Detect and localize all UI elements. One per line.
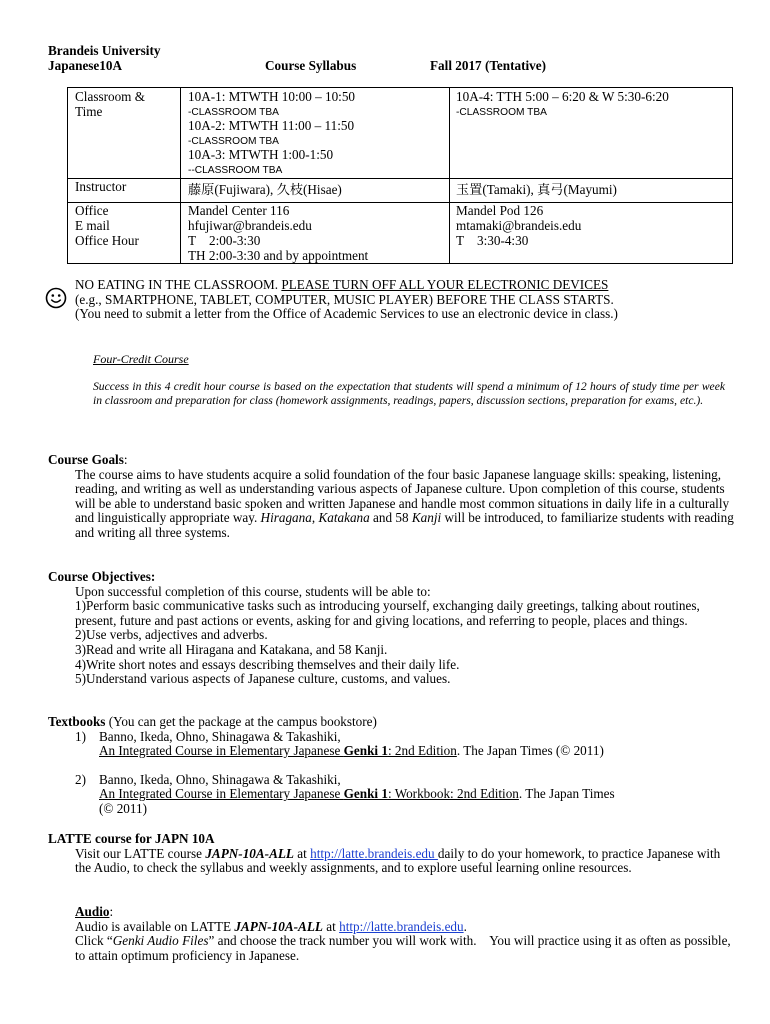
credit-description: Success in this 4 credit hour course is based on the expectation that students will spend a minimum of 12 hours of study time per week in classroom and preparation for class (homework assignments, readings, papers, discussion sections, preparation for exams, etc.). [93, 380, 725, 408]
instructor-email[interactable]: hfujiwar@brandeis.edu [188, 218, 312, 233]
textbooks: Textbooks (You can get the package at the campus bookstore) 1) Banno, Ikeda, Ohno, Shinagawa & Takashiki, An Integrated Course in Elementary Japanese Genki 1: 2nd Edition. The Japan Times (© 2011) 2) Banno, Ikeda, Ohno, Shinagawa & Takashiki, An Integrated Course in Elementary Japanese Genki 1: Workbook: 2nd Edition. The Japan Times (© 2011) [48, 715, 738, 817]
objective-item: 4)Write short notes and essays describing themselves and their daily life. [75, 656, 460, 672]
course-code: Japanese10A [48, 58, 122, 73]
section-time: 10A-4: TTH 5:00 – 6:20 & W 5:30-6:20 [456, 89, 669, 104]
latte-section: LATTE course for JAPN 10A Visit our LATTE course JAPN-10A-ALL at http://latte.brandeis.edu daily to do your homework, to practice Japanese with the Audio, to check the syllabus and weekly assignments, and to explore useful learning online resources. [48, 831, 721, 876]
label-time: Time [75, 104, 103, 119]
course-objectives [48, 570, 738, 687]
goals-text: The course aims to have students acquire a solid foundation of the four basic Japanese language skills: speaking, listening, reading, and writing as well as understanding various aspects of Japanese culture. Upon completion of this course, students will be able to understand basic spoken and written Japanese and handle most common situations in daily life in a culturally and linguistically appropriate way. Hiragana, Katakana and 58 Kanji will be introduced, to familiarize students with reading and writing all three systems. [75, 466, 734, 540]
objectives-intro: Upon successful completion of this course, students will be able to: [75, 583, 431, 599]
objective-item: 5)Understand various aspects of Japanese culture, customs, and values. [75, 671, 451, 687]
university-name: Brandeis University [48, 43, 161, 58]
section-heading: Course Objectives: [48, 569, 156, 584]
label-classroom: Classroom & [75, 89, 145, 104]
objective-item: 1)Perform basic communicative tasks such as introducing yourself, exchanging daily greetings, talking about routines, present, future and past actions or events, asking for and giving locations, and referring to people, places and things. [75, 598, 700, 628]
objective-item: 2)Use verbs, adjectives and adverbs. [75, 627, 268, 643]
objective-item: 3)Read and write all Hiragana and Katakana, and 58 Kanji. [75, 641, 388, 657]
section-room: -CLASSROOM TBA [456, 107, 547, 118]
latte-link[interactable]: http://latte.brandeis.edu [310, 845, 438, 861]
office-location: Mandel Pod 126 [456, 203, 544, 218]
instructor-email[interactable]: mtamaki@brandeis.edu [456, 218, 582, 233]
instructor-name: 玉置(Tamaki), 真弓(Mayumi) [456, 182, 617, 197]
office-hours: T 3:30-4:30 [456, 233, 529, 248]
section-heading: Textbooks [48, 714, 106, 729]
course-goals: Course Goals: The course aims to have students acquire a solid foundation of the four basic Japanese language skills: speaking, listening, reading, and writing as well as understanding various aspects of Japanese culture. Upon completion of this course, students will be able to understand basic spoken and written Japanese and handle most common situations in daily life in a culturally and linguistically appropriate way. Hiragana, Katakana and 58 Kanji will be introduced, to familiarize students with reading and writing all three systems. [48, 453, 738, 541]
document-title: Course Syllabus [265, 58, 357, 73]
section-heading: Course Goals [48, 452, 124, 467]
section-heading: LATTE course for JAPN 10A [48, 831, 215, 846]
section-time: 10A-1: MTWTH 10:00 – 10:50 [188, 89, 356, 104]
audio-link[interactable]: http://latte.brandeis.edu [339, 918, 464, 934]
office-location: Mandel Center 116 [188, 203, 290, 218]
audio-section: Audio: Audio is available on LATTE JAPN-10A-ALL at http://latte.brandeis.edu. Click “Genki Audio Files” and choose the track number you will work with. You will practice using it as often as possible, to attain optimum proficiency in Japanese. [75, 904, 735, 963]
term-label: Fall 2017 (Tentative) [430, 58, 546, 73]
office-hours: T 2:00-3:30 [188, 233, 261, 248]
section-time: 10A-2: MTWTH 11:00 – 11:50 [188, 118, 355, 133]
label-office: Office [75, 203, 109, 218]
instructor-name: 藤原(Fujiwara), 久枝(Hisae) [188, 182, 342, 197]
section-room: --CLASSROOM TBA [188, 165, 283, 176]
textbook-item: 2) Banno, Ikeda, Ohno, Shinagawa & Takashiki, An Integrated Course in Elementary Japanese Genki 1: Workbook: 2nd Edition. The Japan Times (© 2011) [75, 771, 615, 816]
label-instructor: Instructor [75, 179, 127, 194]
section-time: 10A-3: MTWTH 1:00-1:50 [188, 147, 334, 162]
textbook-item: 1) Banno, Ikeda, Ohno, Shinagawa & Takashiki, An Integrated Course in Elementary Japanese Genki 1: 2nd Edition. The Japan Times (© 2011) [75, 728, 604, 759]
section-room: -CLASSROOM TBA [188, 136, 279, 147]
schedule-table [67, 87, 733, 264]
label-email: E mail [75, 218, 110, 233]
classroom-notice: NO EATING IN THE CLASSROOM. PLEASE TURN OFF ALL YOUR ELECTRONIC DEVICES (e.g., SMARTPHONE, TABLET, COMPUTER, MUSIC PLAYER) BEFORE THE CLASS STARTS. (You need to submit a letter from the Office of Academic Services to use an electronic device in class.) [75, 277, 618, 322]
label-office-hour: Office Hour [75, 233, 139, 248]
credit-title: Four-Credit Course [93, 352, 189, 366]
section-room: -CLASSROOM TBA [188, 107, 279, 118]
office-hours: TH 2:00-3:30 and by appointment [188, 248, 369, 263]
smiley-icon [45, 287, 67, 309]
section-heading: Audio [75, 904, 110, 919]
